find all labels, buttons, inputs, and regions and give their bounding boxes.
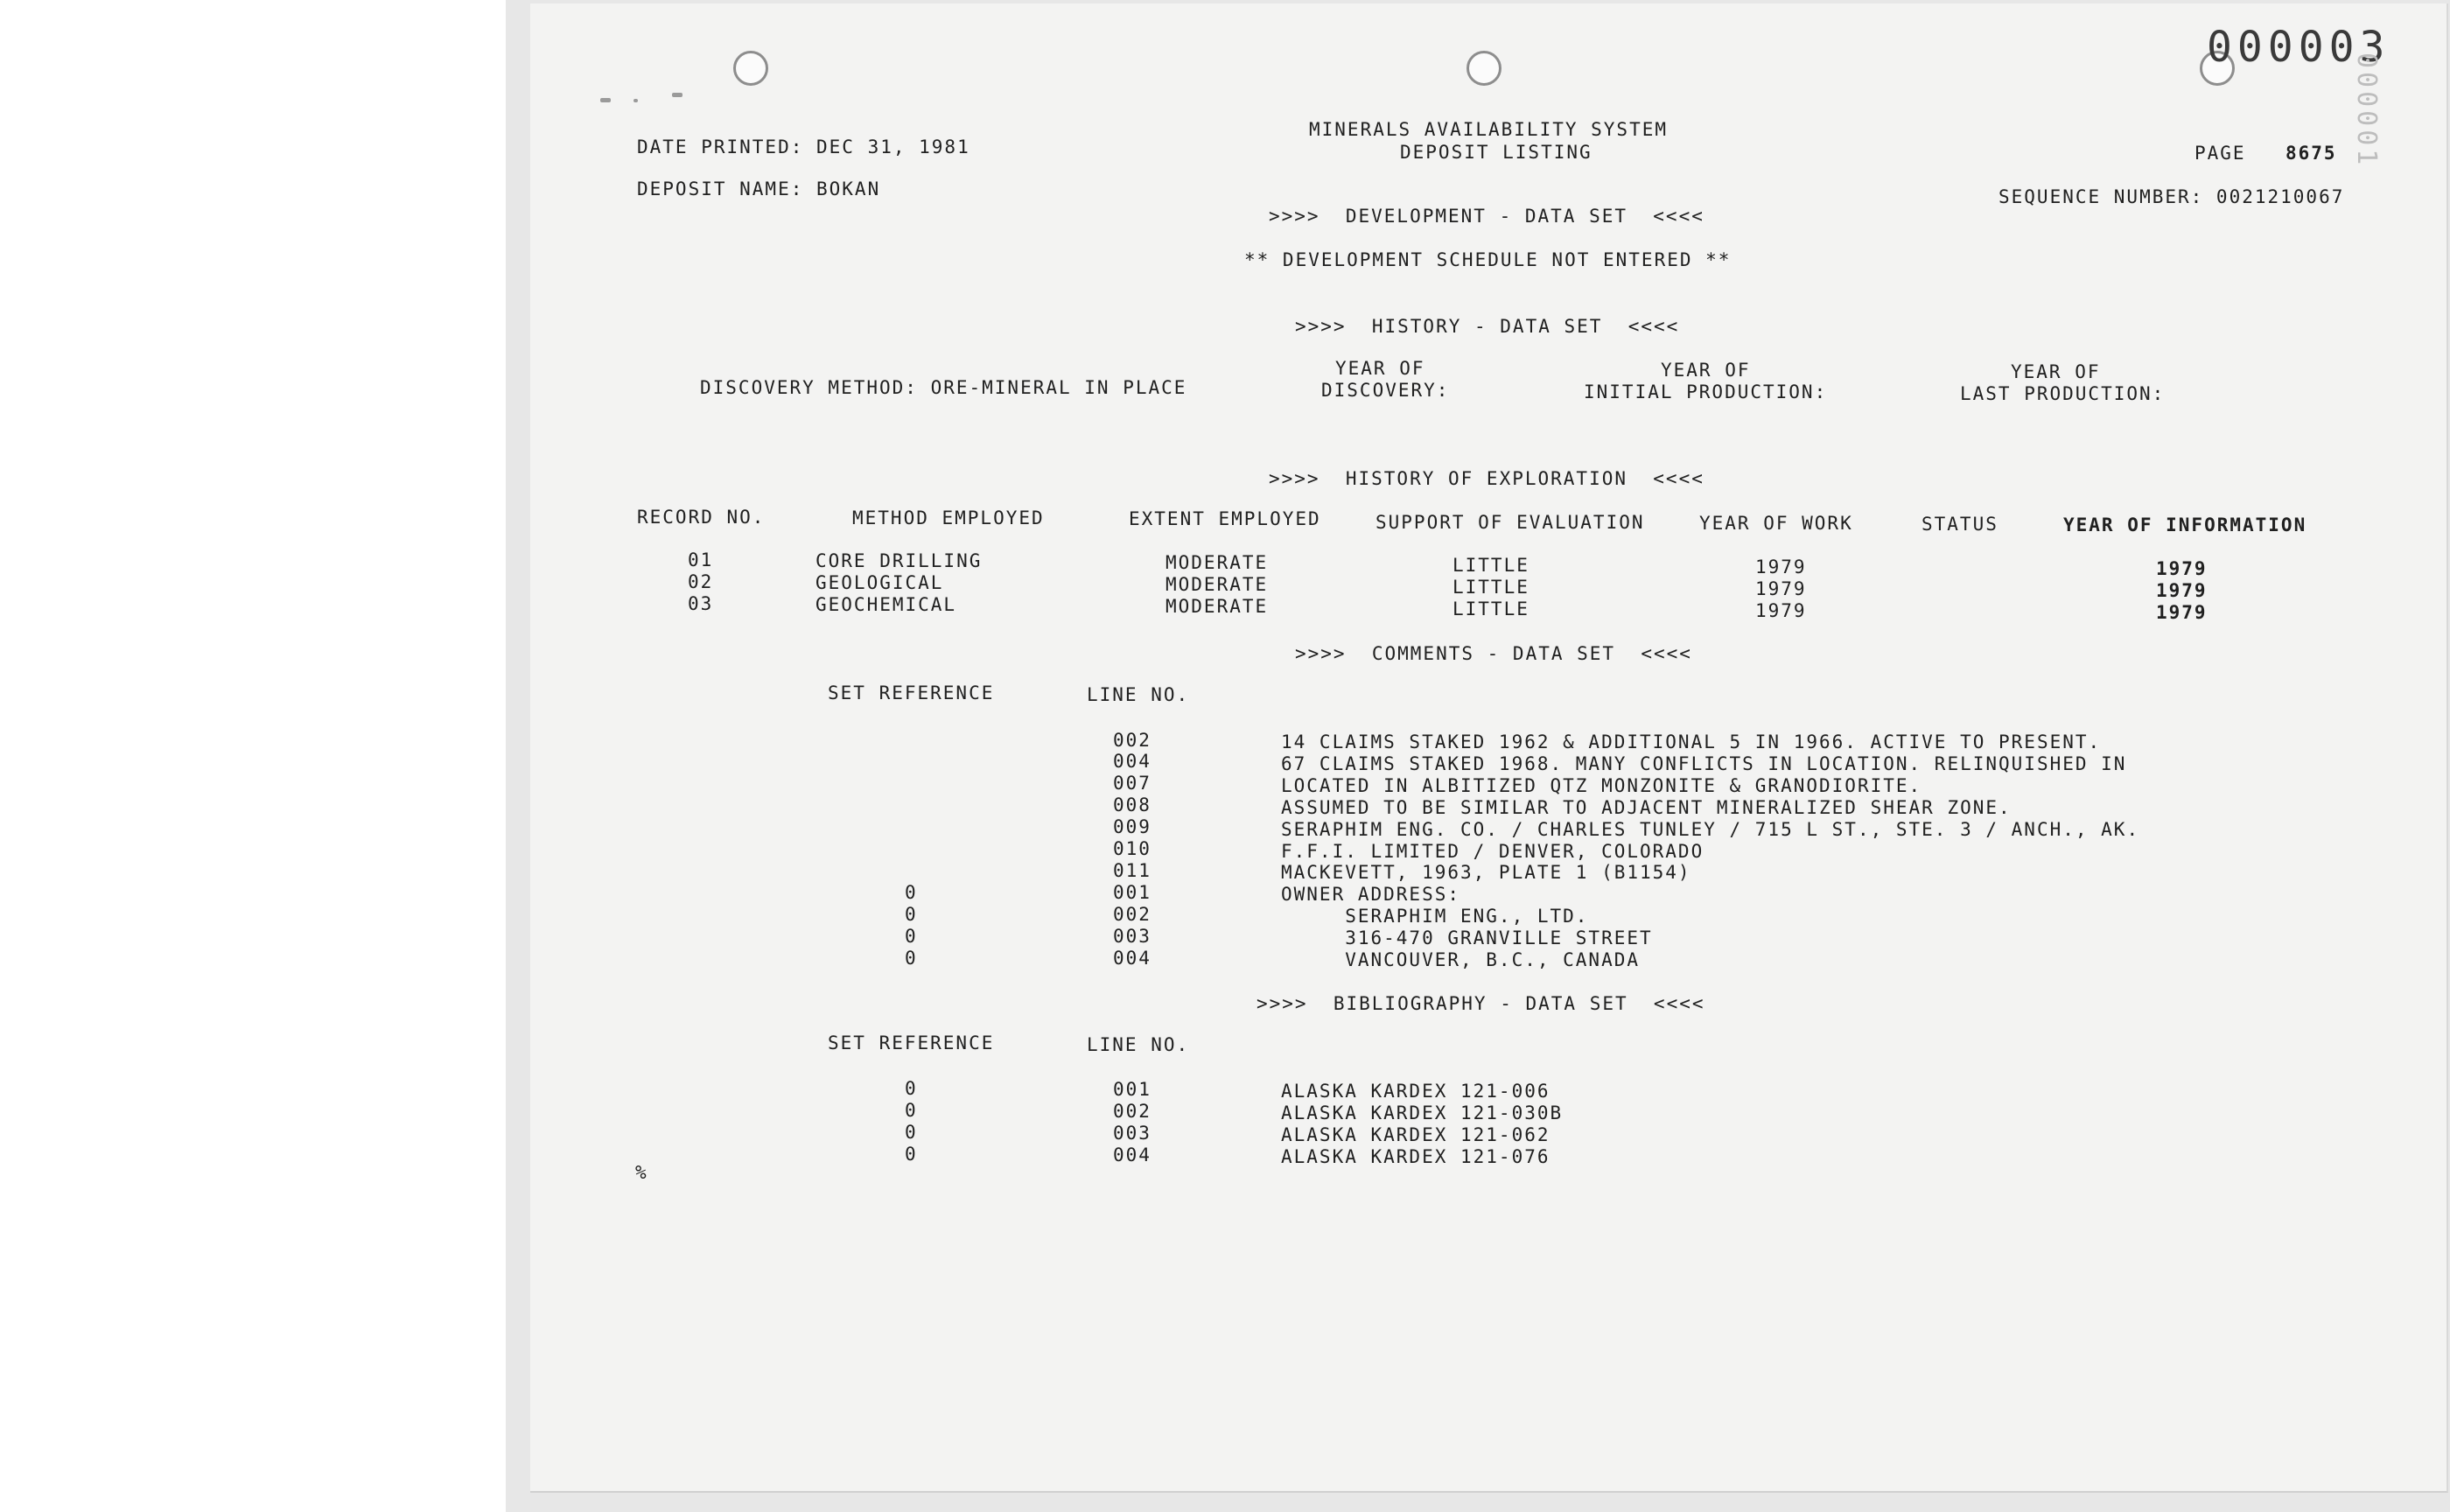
bibliography-text: ALASKA KARDEX 121-006 [1281, 1081, 1550, 1102]
set-reference: 0 [905, 904, 918, 925]
end-mark: % [635, 1162, 648, 1183]
line-no: 009 [1113, 816, 1152, 837]
line-no: 004 [1113, 1144, 1152, 1166]
punch-hole-center [1466, 51, 1502, 86]
comment-text: VANCOUVER, B.C., CANADA [1281, 949, 1641, 970]
year-of-information: 1979 [2156, 602, 2208, 623]
line-no: 002 [1113, 730, 1152, 751]
col-header-year-info: YEAR OF INFORMATION [2063, 514, 2307, 536]
col-header-support: SUPPORT OF EVALUATION [1376, 512, 1645, 533]
line-no: 008 [1113, 794, 1152, 816]
bibliography-text: ALASKA KARDEX 121-062 [1281, 1124, 1550, 1145]
set-reference: 0 [905, 882, 918, 903]
comment-text: SERAPHIM ENG. CO. / CHARLES TUNLEY / 715 L ST., STE. 3 / ANCH., AK. [1281, 819, 2140, 840]
line-no: 003 [1113, 1123, 1152, 1144]
bibliography-line-no-header: LINE NO. [1087, 1034, 1190, 1055]
comments-line-no-header: LINE NO. [1087, 684, 1190, 705]
method-employed: GEOCHEMICAL [816, 594, 957, 615]
side-stamp: 000001 [2351, 52, 2382, 169]
line-no: 004 [1113, 948, 1152, 969]
year-of-information: 1979 [2156, 558, 2208, 579]
record-no: 01 [688, 550, 714, 570]
bibliography-text: ALASKA KARDEX 121-076 [1281, 1146, 1550, 1167]
year-of-work: 1979 [1755, 600, 1807, 621]
comment-text: ASSUMED TO BE SIMILAR TO ADJACENT MINERALIZED SHEAR ZONE. [1281, 797, 2012, 818]
comment-text: LOCATED IN ALBITIZED QTZ MONZONITE & GRANODIORITE. [1281, 775, 1922, 796]
ink-mark [672, 93, 682, 97]
development-title: >>>> DEVELOPMENT - DATA SET <<<< [1269, 206, 1704, 227]
listing-title: DEPOSIT LISTING [1400, 142, 1592, 163]
line-no: 002 [1113, 904, 1152, 925]
ink-mark [634, 99, 638, 102]
col-header-extent: EXTENT EMPLOYED [1129, 508, 1321, 529]
comment-text: F.F.I. LIMITED / DENVER, COLORADO [1281, 841, 1704, 862]
set-reference: 0 [905, 926, 918, 947]
bibliography-text: ALASKA KARDEX 121-030B [1281, 1102, 1564, 1124]
year-initial-label-1: YEAR OF [1661, 360, 1751, 381]
year-of-work: 1979 [1755, 556, 1807, 578]
set-reference: 0 [905, 1078, 918, 1099]
year-of-work: 1979 [1755, 578, 1807, 599]
year-discovery-label-1: YEAR OF [1335, 358, 1425, 379]
support-of-evaluation: LITTLE [1452, 555, 1530, 576]
comment-text: OWNER ADDRESS: [1281, 884, 1461, 905]
line-no: 003 [1113, 926, 1152, 947]
ink-mark [600, 98, 611, 102]
history-title: >>>> HISTORY - DATA SET <<<< [1295, 316, 1680, 337]
year-initial-label-2: INITIAL PRODUCTION: [1584, 382, 1828, 402]
method-employed: CORE DRILLING [816, 550, 983, 571]
col-header-status: STATUS [1922, 514, 1998, 535]
comment-text: 67 CLAIMS STAKED 1968. MANY CONFLICTS IN LOCATION. RELINQUISHED IN [1281, 753, 2127, 774]
set-reference: 0 [905, 1144, 918, 1165]
deposit-name: DEPOSIT NAME: BOKAN [637, 178, 881, 200]
line-no: 001 [1113, 882, 1152, 903]
extent-employed: MODERATE [1166, 596, 1269, 617]
line-no: 007 [1113, 773, 1152, 794]
set-reference: 0 [905, 1122, 918, 1143]
comments-title: >>>> COMMENTS - DATA SET <<<< [1295, 643, 1692, 664]
bibliography-set-reference-header: SET REFERENCE [828, 1032, 995, 1054]
record-no: 03 [688, 593, 714, 614]
page-label: PAGE [2194, 143, 2246, 164]
system-title: MINERALS AVAILABILITY SYSTEM [1309, 119, 1669, 140]
page-number: 8675 [2286, 143, 2337, 164]
record-no: 02 [688, 571, 714, 592]
line-no: 002 [1113, 1101, 1152, 1122]
year-last-label-1: YEAR OF [2011, 361, 2101, 382]
col-header-record: RECORD NO. [637, 507, 766, 528]
development-note: ** DEVELOPMENT SCHEDULE NOT ENTERED ** [1244, 249, 1732, 270]
extent-employed: MODERATE [1166, 552, 1269, 573]
year-of-information: 1979 [2156, 580, 2208, 601]
line-no: 010 [1113, 838, 1152, 859]
extent-employed: MODERATE [1166, 574, 1269, 595]
discovery-method: DISCOVERY METHOD: ORE-MINERAL IN PLACE [700, 377, 1187, 398]
col-header-method: METHOD EMPLOYED [852, 508, 1045, 528]
comments-set-reference-header: SET REFERENCE [828, 682, 995, 704]
set-reference: 0 [905, 948, 918, 969]
exploration-title: >>>> HISTORY OF EXPLORATION <<<< [1269, 468, 1704, 489]
comment-text: MACKEVETT, 1963, PLATE 1 (B1154) [1281, 862, 1691, 883]
support-of-evaluation: LITTLE [1452, 577, 1530, 598]
col-header-year-work: YEAR OF WORK [1699, 513, 1853, 534]
set-reference: 0 [905, 1100, 918, 1121]
line-no: 011 [1113, 860, 1152, 881]
comment-text: 14 CLAIMS STAKED 1962 & ADDITIONAL 5 IN 1966. ACTIVE TO PRESENT. [1281, 732, 2102, 752]
comment-text: SERAPHIM ENG., LTD. [1281, 906, 1589, 927]
punch-hole-left [733, 51, 768, 86]
comment-text: 316-470 GRANVILLE STREET [1281, 928, 1653, 948]
method-employed: GEOLOGICAL [816, 572, 944, 593]
sequence-number: SEQUENCE NUMBER: 0021210067 [1998, 186, 2345, 207]
line-no: 004 [1113, 751, 1152, 772]
year-discovery-label-2: DISCOVERY: [1321, 380, 1450, 401]
date-printed: DATE PRINTED: DEC 31, 1981 [637, 136, 970, 158]
line-no: 001 [1113, 1079, 1152, 1100]
page-stamp: 000003 [2207, 23, 2390, 72]
support-of-evaluation: LITTLE [1452, 598, 1530, 620]
year-last-label-2: LAST PRODUCTION: [1960, 383, 2166, 404]
bibliography-title: >>>> BIBLIOGRAPHY - DATA SET <<<< [1256, 993, 1705, 1014]
